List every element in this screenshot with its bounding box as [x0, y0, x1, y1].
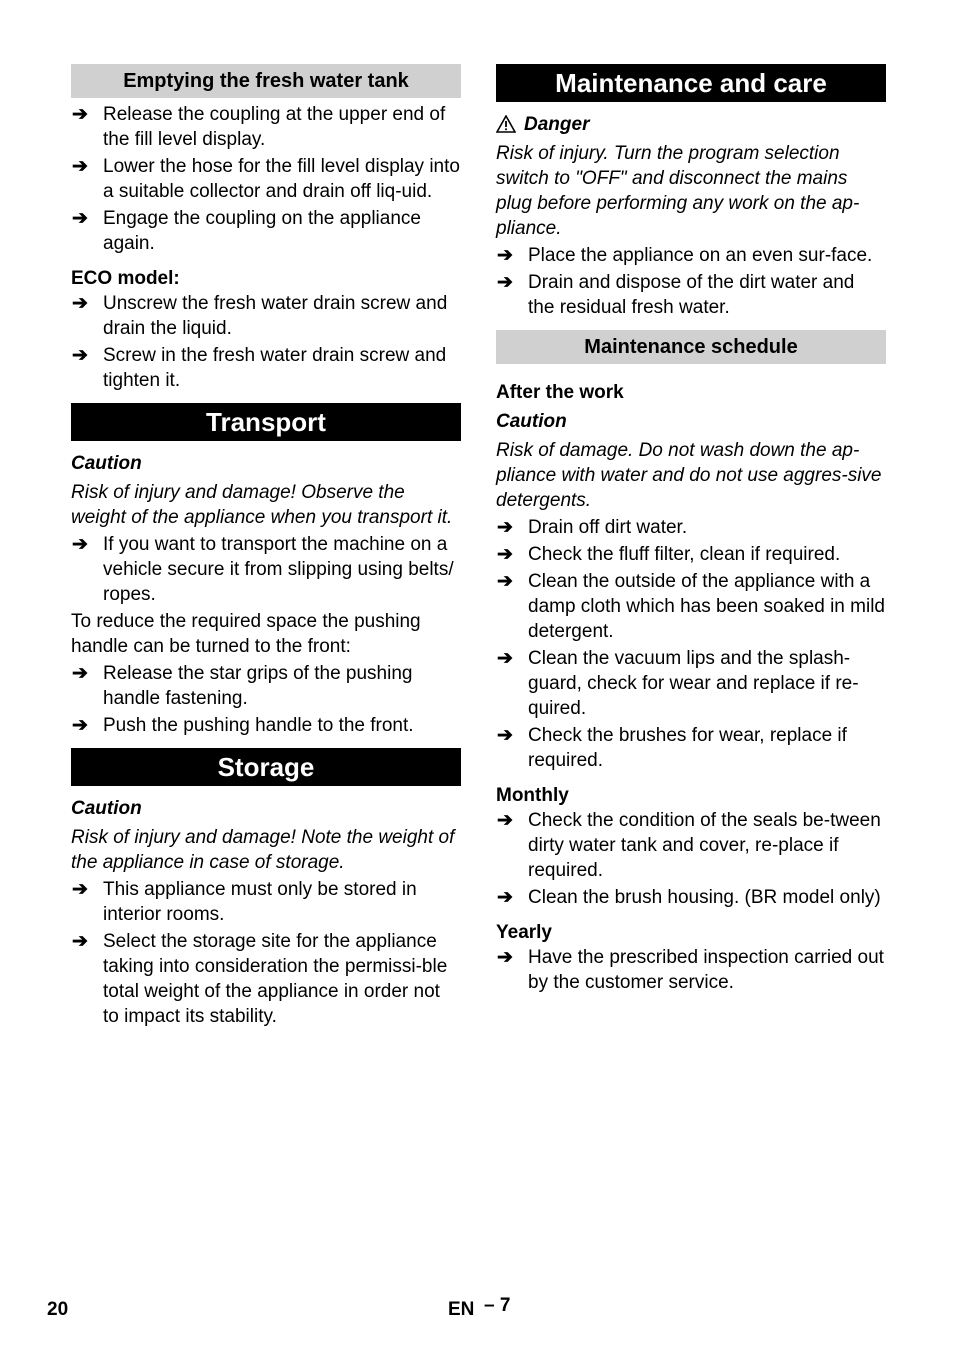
transport-heading: Transport — [71, 403, 461, 441]
list-item: ➔ Check the condition of the seals be-tween dirty water tank and cover, re-place if required. — [497, 810, 881, 881]
list-item: ➔ Release the coupling at the upper end of the fill level display. — [72, 104, 446, 150]
danger-label-row — [496, 112, 886, 137]
left-column — [71, 64, 461, 1031]
emptying-heading: Emptying the fresh water tank — [71, 64, 461, 98]
transport-paragraph: To reduce the required space the pushing handle can be turned to the front: — [71, 611, 421, 657]
storage-heading: Storage — [71, 748, 461, 786]
arrow-icon: ➔ — [72, 104, 88, 125]
caution-text: Risk of injury and damage! Note the weight of the appliance in case of storage. — [71, 827, 455, 873]
arrow-icon: ➔ — [497, 571, 513, 592]
list-item: ➔ If you want to transport the machine on a vehicle secure it from slipping using belts/ ropes. — [72, 534, 454, 605]
danger-label: Danger — [524, 114, 590, 135]
list-item: ➔ Screw in the fresh water drain screw and tighten it. — [72, 345, 447, 391]
list-item: ➔ Check the brushes for wear, replace if required. — [497, 725, 847, 771]
caution-label: Caution — [71, 798, 142, 819]
arrow-icon: ➔ — [72, 663, 88, 684]
page-number: 20 — [47, 1299, 69, 1320]
caution-text: Risk of damage. Do not wash down the ap-pliance with water and do not use aggres-sive detergents. — [496, 440, 882, 511]
danger-text: Risk of injury. Turn the program selection switch to "OFF" and disconnect the mains plug before performing any work on the ap-pliance. — [496, 143, 860, 239]
arrow-icon: ➔ — [497, 887, 513, 908]
list-item: ➔ Clean the outside of the appliance with a damp cloth which has been soaked in mild detergent. — [497, 571, 885, 642]
maintenance-heading: Maintenance and care — [496, 64, 886, 102]
yearly-label: Yearly — [496, 922, 552, 943]
warning-triangle-icon — [496, 115, 516, 133]
arrow-icon: ➔ — [497, 810, 513, 831]
after-work-label: After the work — [496, 382, 624, 403]
list-item: ➔ Place the appliance on an even sur-face. — [497, 245, 873, 266]
arrow-icon: ➔ — [497, 517, 513, 538]
arrow-icon: ➔ — [497, 947, 513, 968]
arrow-icon: ➔ — [497, 725, 513, 746]
list-item: ➔ Unscrew the fresh water drain screw and drain the liquid. — [72, 293, 448, 339]
arrow-icon: ➔ — [497, 272, 513, 293]
arrow-icon: ➔ — [72, 156, 88, 177]
arrow-icon: ➔ — [497, 544, 513, 565]
caution-label: Caution — [496, 411, 567, 432]
arrow-icon: ➔ — [497, 245, 513, 266]
list-item: ➔ Lower the hose for the fill level display into a suitable collector and drain off liq-uid. — [72, 156, 460, 202]
eco-model-label: ECO model: — [71, 268, 180, 289]
list-item: ➔ Clean the vacuum lips and the splash-guard, check for wear and replace if re-quired. — [497, 648, 859, 719]
footer-language: EN — [448, 1299, 475, 1320]
arrow-icon: ➔ — [72, 879, 88, 900]
arrow-icon: ➔ — [72, 715, 88, 736]
list-item: ➔ Engage the coupling on the appliance again. — [72, 208, 421, 254]
arrow-icon: ➔ — [497, 648, 513, 669]
list-item: ➔ Drain off dirt water. — [497, 517, 688, 538]
list-item: ➔ Clean the brush housing. (BR model only) — [497, 887, 881, 908]
arrow-icon: ➔ — [72, 931, 88, 952]
list-item: ➔ Release the star grips of the pushing handle fastening. — [72, 663, 413, 709]
monthly-label: Monthly — [496, 785, 569, 806]
arrow-icon: ➔ — [72, 208, 88, 229]
caution-text: Risk of injury and damage! Observe the weight of the appliance when you transport it. — [71, 482, 453, 528]
list-item: ➔ Drain and dispose of the dirt water and the residual fresh water. — [497, 272, 855, 318]
schedule-heading: Maintenance schedule — [496, 330, 886, 364]
caution-label: Caution — [71, 453, 142, 474]
list-item: ➔ Check the fluff filter, clean if required. — [497, 544, 841, 565]
list-item: ➔ Push the pushing handle to the front. — [72, 715, 414, 736]
footer-sub-page: – 7 — [484, 1295, 511, 1316]
arrow-icon: ➔ — [72, 345, 88, 366]
right-column — [496, 64, 886, 997]
list-item: ➔ This appliance must only be stored in interior rooms. — [72, 879, 417, 925]
list-item: ➔ Have the prescribed inspection carried out by the customer service. — [497, 947, 884, 993]
arrow-icon: ➔ — [72, 293, 88, 314]
arrow-icon: ➔ — [72, 534, 88, 555]
list-item: ➔ Select the storage site for the appliance taking into consideration the permissi-ble total weight of the appliance in order not to impact its stability. — [72, 931, 448, 1027]
